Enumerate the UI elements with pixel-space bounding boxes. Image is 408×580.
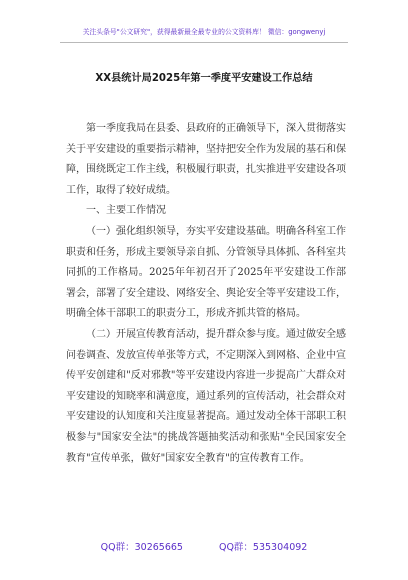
footer-contacts [0,539,408,553]
qq-group-2: QQ群：535304092 [218,542,308,553]
body-paragraph-1: （一）强化组织领导，夯实平安建设基础。明确各科室工作职责和任务，形成主要领导亲自抓、分管领导具体抓、各科室共同抓的工作格局。2025年年初召开了2025年平安建设工作部署会，部署了安全建设、网络安全、舆论安全等平安建设工作，明确全体干部职工的职责分工，形成齐抓共管的格局。 [66,225,346,320]
document-title: XX县统计局2025年第一季度平安建设工作总结 [95,73,313,84]
document-body [66,119,346,469]
intro-paragraph: 第一季度我局在县委、县政府的正确领导下，深入贯彻落实关于平安建设的重要指示精神，坚持把安全作为发展的基石和保障，围绕既定工作主线，积极履行职责，扎实推进平安建设各项工作，取得了较好成绩。 [66,123,346,196]
section-heading: 一、主要工作情况 [86,205,166,217]
qq-group-1: QQ群：30265665 [100,542,183,553]
promo-banner: 关注头条号"公文研究"，获得最新最全最专业的公文资料库！ 微信：gongwenyj [82,28,326,36]
header-divider [60,42,348,43]
body-paragraph-2: （二）开展宣传教育活动，提升群众参与度。通过做安全感问卷调查、发放宣传单张等方式，不定期深入到网格、企业中宣传平安创建和"反对邪教"等平安建设内容进一步提高广大群众对平安建设的知晓率和满意度，通过系列的宣传活动，社会群众对平安建设的认知度和关注度显著提高。通过发动全体干部职工积极参与"国家安全法"的挑战答题抽奖活动和张贴"全民国家安全教育"宣传单张，做好"国家安全教育"的宣传教育工作。 [66,328,346,464]
